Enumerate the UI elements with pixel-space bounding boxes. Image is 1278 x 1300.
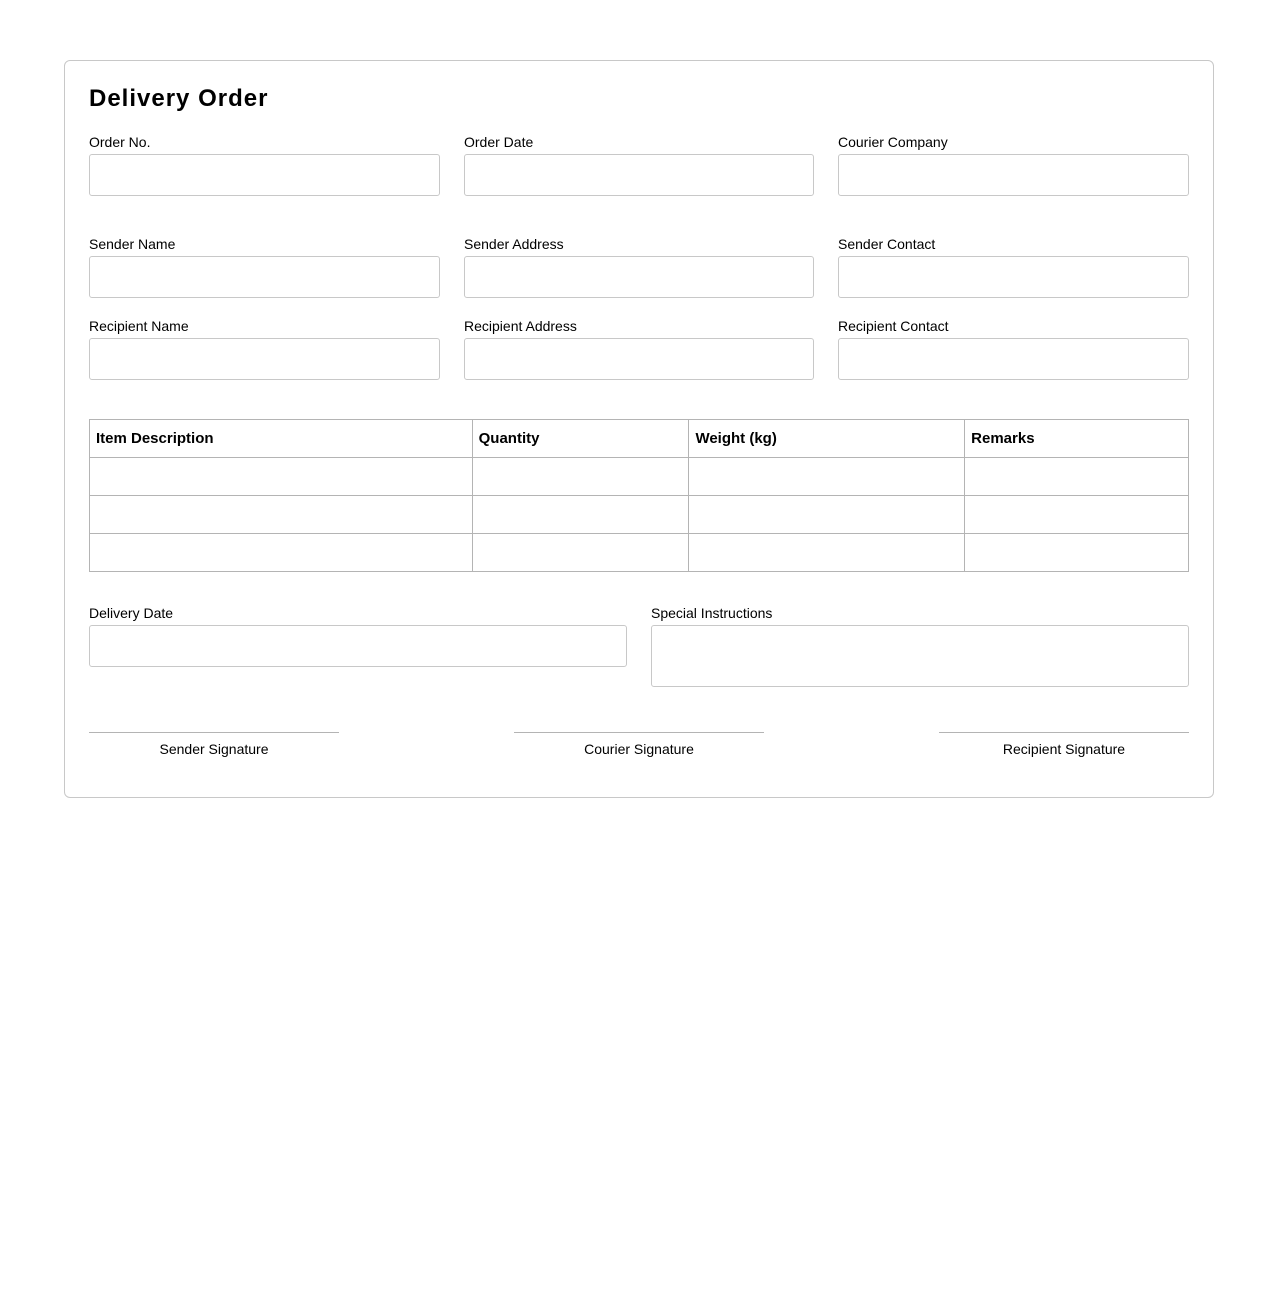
special-instructions-textarea[interactable] [651, 625, 1189, 687]
recipient-address-input[interactable] [464, 338, 814, 380]
courier-company-label: Courier Company [838, 134, 948, 150]
column-header-quantity: Quantity [472, 420, 689, 458]
recipient-address-label: Recipient Address [464, 318, 577, 334]
table-cell[interactable] [965, 534, 1189, 572]
sender-name-input[interactable] [89, 256, 440, 298]
delivery-date-input[interactable] [89, 625, 627, 667]
sender-address-field [464, 236, 814, 298]
order-date-field [464, 134, 814, 196]
recipient-name-field [89, 318, 440, 380]
page-title: Delivery Order [89, 85, 269, 112]
sender-name-label: Sender Name [89, 236, 176, 252]
column-header-weight: Weight (kg) [689, 420, 965, 458]
table-cell[interactable] [472, 496, 689, 534]
order-no-field [89, 134, 440, 196]
sender-contact-input[interactable] [838, 256, 1189, 298]
table-cell[interactable] [689, 458, 965, 496]
special-instructions-field [651, 605, 1189, 687]
recipient-signature-block [939, 732, 1189, 757]
order-date-input[interactable] [464, 154, 814, 196]
sender-contact-field [838, 236, 1189, 298]
sender-signature-block [89, 732, 339, 757]
sender-address-input[interactable] [464, 256, 814, 298]
recipient-address-field [464, 318, 814, 380]
table-header-row [90, 420, 1189, 458]
special-instructions-label: Special Instructions [651, 605, 773, 621]
table-row [90, 534, 1189, 572]
table-cell[interactable] [965, 496, 1189, 534]
table-cell[interactable] [90, 458, 473, 496]
signature-line [939, 732, 1189, 733]
delivery-order-form [64, 60, 1214, 798]
sender-contact-label: Sender Contact [838, 236, 936, 252]
table-cell[interactable] [472, 534, 689, 572]
column-header-remarks: Remarks [965, 420, 1189, 458]
table-row [90, 458, 1189, 496]
courier-company-input[interactable] [838, 154, 1189, 196]
sender-address-label: Sender Address [464, 236, 564, 252]
recipient-contact-label: Recipient Contact [838, 318, 949, 334]
table-cell[interactable] [965, 458, 1189, 496]
items-table [89, 419, 1189, 572]
recipient-signature-label: Recipient Signature [1002, 741, 1126, 757]
table-cell[interactable] [90, 534, 473, 572]
order-no-input[interactable] [89, 154, 440, 196]
recipient-contact-field [838, 318, 1189, 380]
courier-signature-block [514, 732, 764, 757]
delivery-date-label: Delivery Date [89, 605, 174, 621]
delivery-date-field [89, 605, 627, 667]
courier-signature-label: Courier Signature [584, 741, 694, 757]
sender-name-field [89, 236, 440, 298]
table-cell[interactable] [472, 458, 689, 496]
table-cell[interactable] [90, 496, 473, 534]
signature-line [514, 732, 764, 733]
order-date-label: Order Date [464, 134, 534, 150]
sender-signature-label: Sender Signature [159, 741, 269, 757]
courier-company-field [838, 134, 1189, 196]
order-no-label: Order No. [89, 134, 151, 150]
signature-line [89, 732, 339, 733]
column-header-item-description: Item Description [90, 420, 473, 458]
table-row [90, 496, 1189, 534]
recipient-name-label: Recipient Name [89, 318, 189, 334]
recipient-contact-input[interactable] [838, 338, 1189, 380]
recipient-name-input[interactable] [89, 338, 440, 380]
table-cell[interactable] [689, 496, 965, 534]
table-cell[interactable] [689, 534, 965, 572]
